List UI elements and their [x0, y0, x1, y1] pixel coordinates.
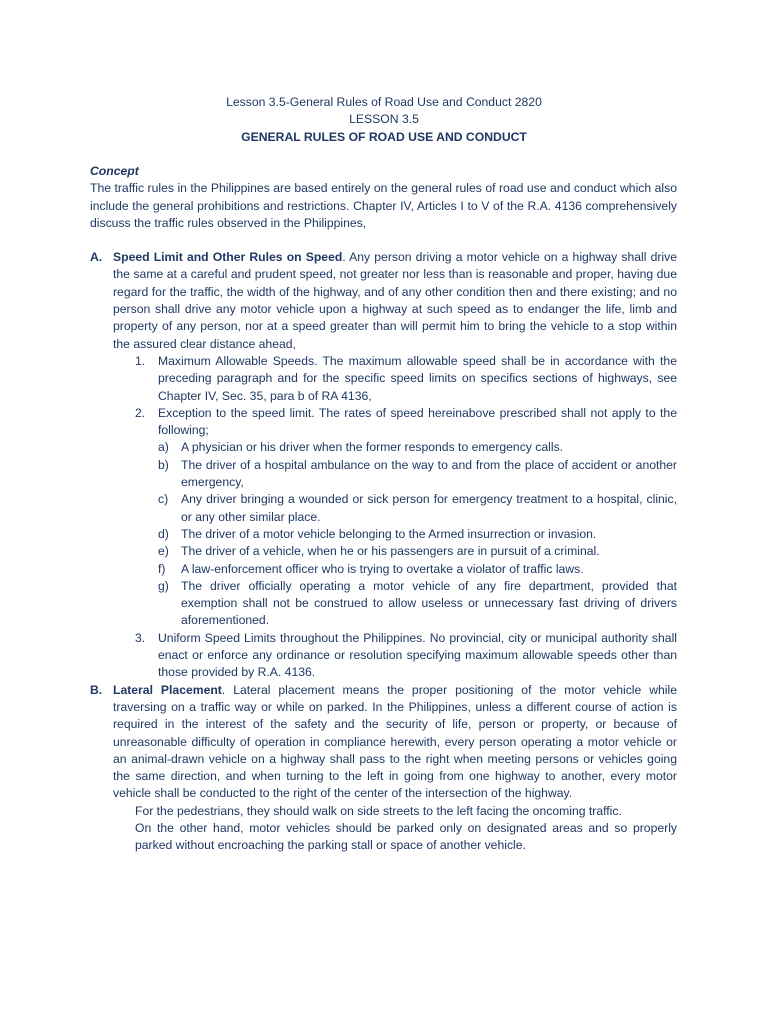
sub-item-letter: e) — [158, 544, 169, 559]
list-item — [90, 630, 677, 682]
list-item — [90, 353, 677, 405]
section-a-text: . Any person driving a motor vehicle on a highway shall drive the same at a careful and prudent speed, not greater nor less than is reasonable and proper, having due regard for the traffic, the width of the highway, and of any other condition then and there existing; and no person shall drive any motor vehicle upon a highway at such speed as to endanger the life, limb and property of any person, nor at a speed greater than will permit him to bring the vehicle to a stop within the assured clear distance ahead, — [113, 250, 678, 351]
document-header — [0, 94, 768, 146]
item-text: Maximum Allowable Speeds. The maximum allowable speed shall be in accordance with the preceding paragraph and for the specific speed limits on specifics sections of highways, see Chapter IV, Sec. 35, para b of RA 4136, — [158, 353, 677, 403]
sub-item-letter: b) — [158, 457, 169, 472]
document-body — [90, 163, 677, 855]
sub-list-item — [90, 439, 677, 456]
list-item — [90, 405, 677, 440]
pedestrian-paragraph: For the pedestrians, they should walk on side streets to the left facing the oncoming traffic. — [135, 803, 622, 818]
sub-item-letter: d) — [158, 526, 169, 541]
concept-paragraph: The traffic rules in the Philippines are based entirely on the general rules of road use and conduct which also include the general prohibitions and restrictions. Chapter IV, Articles I to V of the R.A. 4136 comprehensively discuss the traffic rules observed in the Philippines, — [90, 181, 677, 230]
sub-list-item — [90, 561, 677, 578]
section-a-title: Speed Limit and Other Rules on Speed — [113, 250, 343, 265]
sub-item-text: The driver of a hospital ambulance on the way to and from the place of accident or another emergency, — [181, 457, 677, 490]
sub-list-item — [90, 491, 677, 526]
item-number: 1. — [135, 353, 146, 368]
section-a — [90, 249, 677, 353]
sub-item-text: The driver officially operating a motor vehicle of any fire department, provided that exemption shall not be construed to allow useless or unnecessary fast driving of drivers aforementioned. — [181, 578, 677, 628]
section-b-text: . Lateral placement means the proper positioning of the motor vehicle while traversing on a traffic way or while on parked. In the Philippines, unless a different course of action is required in the interest of the safety and the security of life, person or property, or because of unreasonable difficulty of operation in compliance herewith, every person operating a motor vehicle or an animal-drawn vehicle on a highway shall pass to the right when meeting persons or vehicles going the same direction, and when turning to the left in going from one highway to another, every motor vehicle shall be conducted to the right of the center of the intersection of the highway. — [113, 682, 677, 801]
sub-list-item — [90, 457, 677, 492]
lesson-number: LESSON 3.5 — [349, 112, 419, 127]
parking-paragraph: On the other hand, motor vehicles should be parked only on designated areas and so properly parked without encroaching the parking stall or space of another vehicle. — [135, 820, 677, 853]
concept-heading: Concept — [90, 164, 139, 178]
sub-list-item — [90, 578, 677, 630]
item-number: 2. — [135, 405, 146, 420]
item-text: Uniform Speed Limits throughout the Philippines. No provincial, city or municipal authority shall enact or enforce any ordinance or resolution specifying maximum allowable speeds other than those provided by R.A. 4136. — [158, 630, 677, 680]
section-marker: B. — [90, 682, 103, 697]
sub-item-letter: f) — [158, 561, 166, 576]
spacer — [90, 232, 677, 249]
item-text: Exception to the speed limit. The rates of speed hereinabove prescribed shall not apply to the following; — [158, 405, 677, 438]
sub-item-text: The driver of a motor vehicle belonging to the Armed insurrection or invasion. — [181, 526, 597, 541]
sub-list-item — [90, 526, 677, 543]
section-marker: A. — [90, 250, 103, 265]
lesson-heading: GENERAL RULES OF ROAD USE AND CONDUCT — [241, 129, 527, 144]
item-number: 3. — [135, 630, 146, 645]
sub-item-text: A physician or his driver when the former responds to emergency calls. — [181, 440, 564, 455]
sub-list-item — [90, 543, 677, 560]
sub-item-letter: a) — [158, 440, 169, 455]
sub-item-text: A law-enforcement officer who is trying to overtake a violator of traffic laws. — [181, 561, 584, 576]
sub-item-letter: g) — [158, 578, 169, 593]
sub-item-text: The driver of a vehicle, when he or his passengers are in pursuit of a criminal. — [181, 544, 600, 559]
section-b — [90, 682, 677, 803]
lesson-title-line: Lesson 3.5-General Rules of Road Use and Conduct 2820 — [226, 95, 542, 109]
sub-item-letter: c) — [158, 492, 169, 507]
sub-item-text: Any driver bringing a wounded or sick person for emergency treatment to a hospital, clinic, or any other similar place. — [181, 492, 677, 524]
section-b-title: Lateral Placement — [113, 682, 222, 697]
